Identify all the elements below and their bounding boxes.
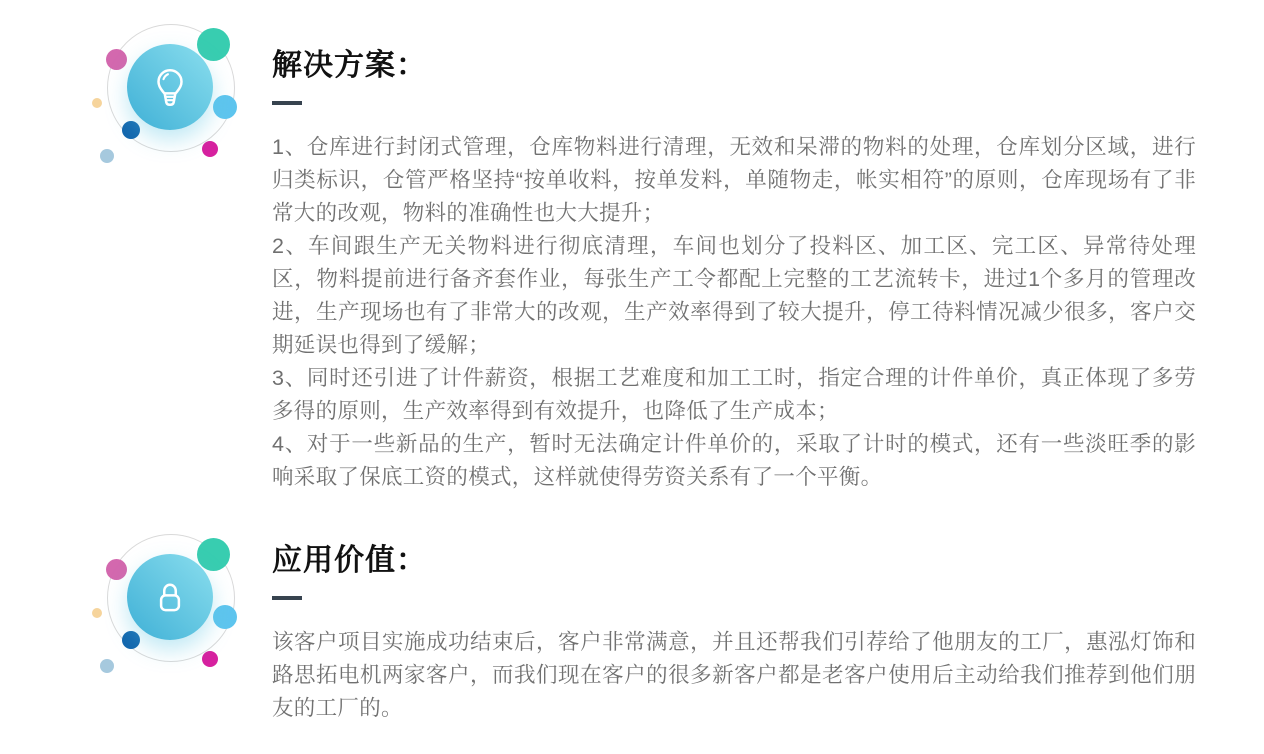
solution-paragraph-1: 1、仓库进行封闭式管理，仓库物料进行清理，无效和呆滞的物料的处理，仓库划分区域，进行归类标识，仓管严格坚持“按单收料，按单发料，单随物走，帐实相符”的原则，仓库现场有了非常大的改观，物料的准确性也大大提升； — [272, 135, 1196, 225]
decor-dot-sky-blue — [213, 605, 237, 629]
decor-dot-sky-blue — [213, 95, 237, 119]
solution-heading: 解决方案： — [272, 49, 427, 82]
decor-dot-yellow — [92, 608, 102, 618]
decor-dot-pink — [106, 49, 127, 70]
decor-dot-steel-blue — [100, 659, 114, 673]
decor-dot-pink — [106, 559, 127, 580]
value-paragraph-1: 该客户项目实施成功结束后，客户非常满意，并且还帮我们引荐给了他朋友的工厂，惠泓灯饰和路思拓电机两家客户，而我们现在客户的很多新客户都是老客户使用后主动给我们推荐到他们朋友的工厂的。 — [272, 630, 1196, 720]
section-value — [272, 543, 1196, 725]
decor-dot-magenta — [202, 141, 218, 157]
lock-icon — [127, 554, 213, 640]
heading-underline-dash — [272, 101, 302, 105]
solution-paragraph-3: 3、同时还引进了计件薪资，根据工艺难度和加工工时，指定合理的计件单价，真正体现了多劳多得的原则，生产效率得到有效提升，也降低了生产成本； — [272, 366, 1196, 423]
decor-dot-teal — [197, 28, 230, 61]
decor-dot-teal — [197, 538, 230, 571]
decor-dot-magenta — [202, 651, 218, 667]
solution-body — [272, 131, 1196, 494]
solution-paragraph-2: 2、车间跟生产无关物料进行彻底清理，车间也划分了投料区、加工区、完工区、异常待处理区，物料提前进行备齐套作业，每张生产工令都配上完整的工艺流转卡，进过1个多月的管理改进，生产现场也有了非常大的改观，生产效率得到了较大提升，停工待料情况减少很多，客户交期延误也得到了缓解； — [272, 234, 1196, 357]
section-solution — [272, 48, 1196, 494]
decor-dot-dark-blue — [122, 631, 140, 649]
value-icon-cluster — [80, 524, 240, 684]
value-heading: 应用价值： — [272, 544, 427, 577]
decor-dot-steel-blue — [100, 149, 114, 163]
decor-dot-dark-blue — [122, 121, 140, 139]
decor-dot-yellow — [92, 98, 102, 108]
value-body — [272, 626, 1196, 725]
lightbulb-icon — [127, 44, 213, 130]
solution-paragraph-4: 4、对于一些新品的生产，暂时无法确定计件单价的，采取了计时的模式，还有一些淡旺季的影响采取了保底工资的模式，这样就使得劳资关系有了一个平衡。 — [272, 432, 1196, 489]
heading-underline-dash — [272, 596, 302, 600]
solution-icon-cluster — [80, 14, 240, 174]
